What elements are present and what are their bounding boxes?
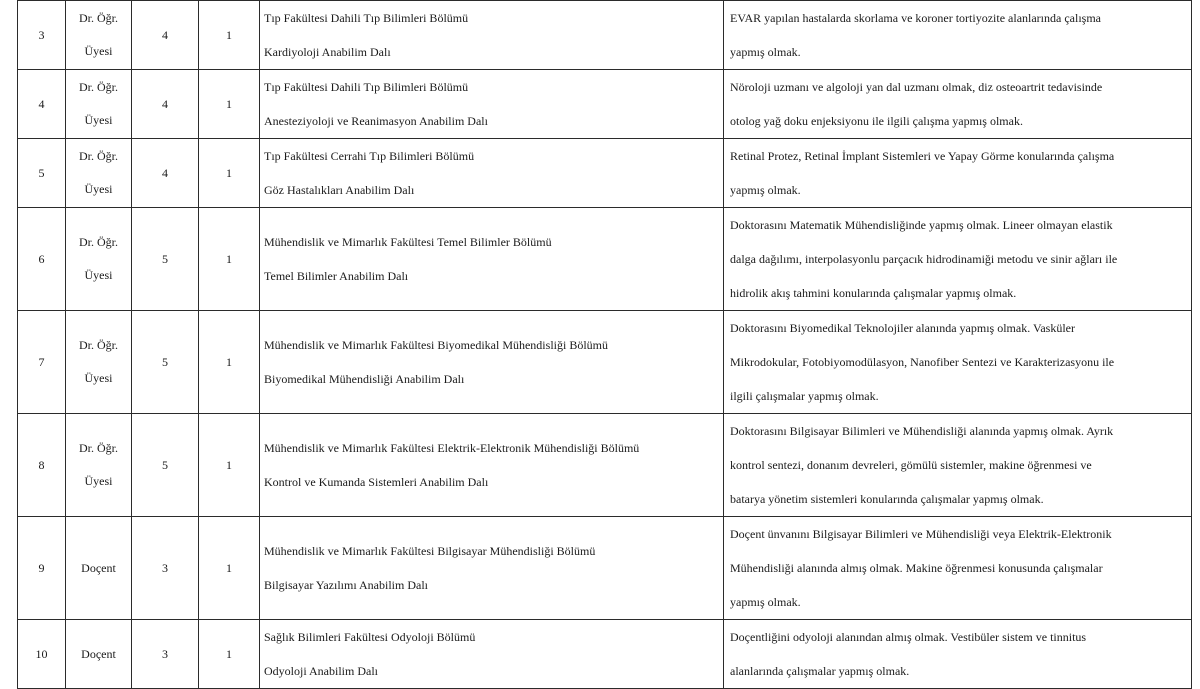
- table-row: [18, 208, 1192, 311]
- position-count: 1: [199, 70, 260, 139]
- academic-title: Dr. Öğr. Üyesi: [66, 414, 132, 517]
- requirement-text: EVAR yapılan hastalarda skorlama ve koroner tortiyozite alanlarında çalışma yapmış olmak.: [724, 1, 1192, 70]
- academic-title: Dr. Öğr. Üyesi: [66, 311, 132, 414]
- table-row: [18, 70, 1192, 139]
- staff-degree: 4: [132, 139, 199, 208]
- requirement-text: Doçent ünvanını Bilgisayar Bilimleri ve Mühendisliği veya Elektrik-Elektronik Mühendisliği alanında almış olmak. Makine öğrenmesi konusunda çalışmalar yapmış olmak.: [724, 517, 1192, 620]
- requirement-text: Doktorasını Biyomedikal Teknolojiler alanında yapmış olmak. Vasküler Mikrodokular, Fotobiyomodülasyon, Nanofiber Sentezi ve Karakterizasyonu ile ilgili çalışmalar yapmış olmak.: [724, 311, 1192, 414]
- requirement-text: Doçentliğini odyoloji alanından almış olmak. Vestibüler sistem ve tinnitus alanlarında çalışmalar yapmış olmak.: [724, 620, 1192, 689]
- positions-table: [17, 0, 1192, 689]
- department-unit: Mühendislik ve Mimarlık Fakültesi Biyomedikal Mühendisliği Bölümü Biyomedikal Mühendisliği Anabilim Dalı: [260, 311, 724, 414]
- department-unit: Mühendislik ve Mimarlık Fakültesi Temel Bilimler Bölümü Temel Bilimler Anabilim Dalı: [260, 208, 724, 311]
- row-number: 8: [18, 414, 66, 517]
- department-unit: Tıp Fakültesi Cerrahi Tıp Bilimleri Bölümü Göz Hastalıkları Anabilim Dalı: [260, 139, 724, 208]
- staff-degree: 4: [132, 1, 199, 70]
- department-unit: Tıp Fakültesi Dahili Tıp Bilimleri Bölümü Kardiyoloji Anabilim Dalı: [260, 1, 724, 70]
- department-unit: Tıp Fakültesi Dahili Tıp Bilimleri Bölümü Anesteziyoloji ve Reanimasyon Anabilim Dalı: [260, 70, 724, 139]
- department-unit: Mühendislik ve Mimarlık Fakültesi Bilgisayar Mühendisliği Bölümü Bilgisayar Yazılımı Anabilim Dalı: [260, 517, 724, 620]
- academic-title: Dr. Öğr. Üyesi: [66, 139, 132, 208]
- staff-degree: 5: [132, 311, 199, 414]
- department-unit: Sağlık Bilimleri Fakültesi Odyoloji Bölümü Odyoloji Anabilim Dalı: [260, 620, 724, 689]
- staff-degree: 5: [132, 414, 199, 517]
- position-count: 1: [199, 517, 260, 620]
- academic-title: Dr. Öğr. Üyesi: [66, 208, 132, 311]
- requirement-text: Doktorasını Bilgisayar Bilimleri ve Mühendisliği alanında yapmış olmak. Ayrık kontrol sentezi, donanım devreleri, gömülü sistemler, makine öğrenmesi ve batarya yönetim sistemleri konularında çalışmalar yapmış olmak.: [724, 414, 1192, 517]
- table-row: [18, 1, 1192, 70]
- department-unit: Mühendislik ve Mimarlık Fakültesi Elektrik-Elektronik Mühendisliği Bölümü Kontrol ve Kumanda Sistemleri Anabilim Dalı: [260, 414, 724, 517]
- position-count: 1: [199, 208, 260, 311]
- table-row: [18, 517, 1192, 620]
- requirement-text: Nöroloji uzmanı ve algoloji yan dal uzmanı olmak, diz osteoartrit tedavisinde otolog yağ doku enjeksiyonu ile ilgili çalışma yapmış olmak.: [724, 70, 1192, 139]
- requirement-text: Retinal Protez, Retinal İmplant Sistemleri ve Yapay Görme konularında çalışma yapmış olmak.: [724, 139, 1192, 208]
- row-number: 7: [18, 311, 66, 414]
- academic-title: Doçent: [66, 620, 132, 689]
- position-count: 1: [199, 414, 260, 517]
- row-number: 3: [18, 1, 66, 70]
- table-row: [18, 139, 1192, 208]
- row-number: 4: [18, 70, 66, 139]
- row-number: 9: [18, 517, 66, 620]
- table-row: [18, 414, 1192, 517]
- row-number: 10: [18, 620, 66, 689]
- staff-degree: 5: [132, 208, 199, 311]
- academic-title: Doçent: [66, 517, 132, 620]
- position-count: 1: [199, 620, 260, 689]
- row-number: 6: [18, 208, 66, 311]
- table-row: [18, 311, 1192, 414]
- academic-title: Dr. Öğr. Üyesi: [66, 1, 132, 70]
- position-count: 1: [199, 139, 260, 208]
- staff-degree: 3: [132, 620, 199, 689]
- position-count: 1: [199, 1, 260, 70]
- academic-title: Dr. Öğr. Üyesi: [66, 70, 132, 139]
- table-row: [18, 620, 1192, 689]
- staff-degree: 3: [132, 517, 199, 620]
- position-count: 1: [199, 311, 260, 414]
- requirement-text: Doktorasını Matematik Mühendisliğinde yapmış olmak. Lineer olmayan elastik dalga dağılımı, interpolasyonlu parçacık hidrodinamiği metodu ve sinir ağları ile hidrolik akış tahmini konularında çalışmalar yapmış olmak.: [724, 208, 1192, 311]
- staff-degree: 4: [132, 70, 199, 139]
- row-number: 5: [18, 139, 66, 208]
